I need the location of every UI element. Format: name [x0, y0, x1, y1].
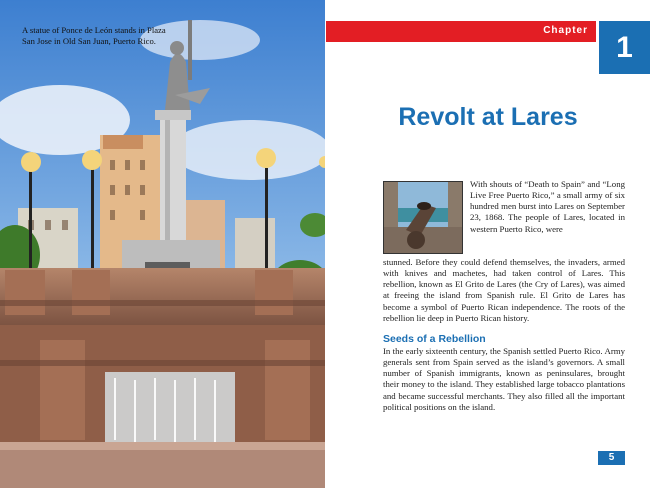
- chapter-number-badge: 1: [599, 21, 650, 74]
- intro-paragraph-continued: stunned. Before they could defend themselves, the invaders, armed with knives and machetes, had taken control of Lares. This rebellion, known as El Grito de Lares (the Cry of Lares), was aimed at freeing the island from Spanish rule. El Grito de Lares has become a symbol of Puerto Rican independence. The roots of the rebellion lie deep in Puerto Rican history.: [383, 257, 625, 323]
- chapter-header-bar: [326, 21, 596, 42]
- section-body: In the early sixteenth century, the Spanish settled Puerto Rico. Army generals sent from Spain served as the island’s governors. A small number of Spanish immigrants, known as peninsulares, brought their money to the island. They established large tobacco plantations and became successful merchants. They also filled all the important political positions on the island.: [383, 346, 625, 412]
- photo-caption: A statue of Ponce de León stands in Plaza San Jose in Old San Juan, Puerto Rico.: [22, 25, 166, 46]
- chapter-title: Revolt at Lares: [398, 103, 578, 131]
- cannon-inset-photo: [383, 181, 463, 254]
- section-heading: Seeds of a Rebellion: [383, 333, 486, 345]
- chapter-label: Chapter: [543, 25, 588, 36]
- cannon-image: [384, 182, 462, 253]
- intro-paragraph-wrap: With shouts of “Death to Spain” and “Long Live Free Puerto Rico,” a small army of six hundred men burst into Lares on September 23, 1868. The people of Lares, located in western Puerto Rico, were: [470, 179, 625, 234]
- page-number: 5: [598, 451, 625, 465]
